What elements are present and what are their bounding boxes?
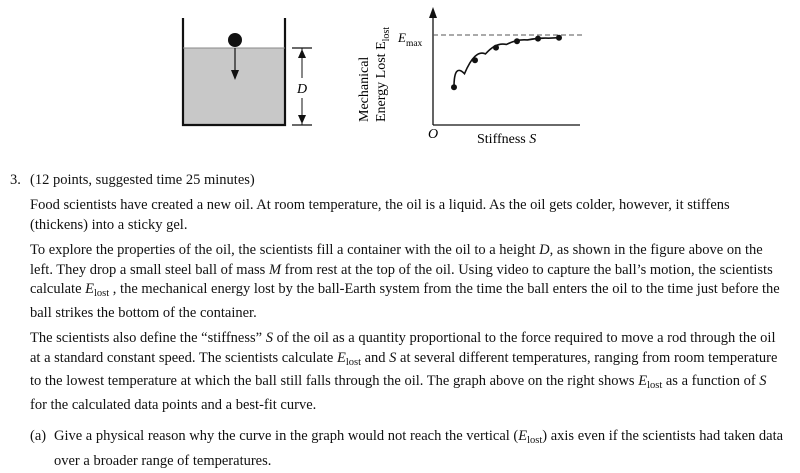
data-points bbox=[451, 35, 562, 90]
part-a-text: Give a physical reason why the curve in the graph would not reach the vertical $(E_{lost})$ axis even if the scientists had taken data over a broader range of temperatures. bbox=[54, 428, 784, 469]
best-fit-curve bbox=[454, 38, 559, 87]
height-dimension bbox=[292, 48, 312, 125]
y-axis-arrow bbox=[429, 7, 437, 18]
y-axis-label-sub: lost bbox=[381, 26, 392, 42]
data-point bbox=[472, 57, 478, 63]
steel-ball bbox=[228, 33, 242, 47]
x-axis-label: Stiffness S bbox=[477, 132, 537, 147]
data-point bbox=[493, 45, 499, 51]
y-axis-label-2 bbox=[374, 27, 392, 122]
data-point bbox=[535, 36, 541, 42]
paragraph-3: The scientists also define the “stiffness” S of the oil as a quantity proportional to the force required to move a rod through the oil at a standard constant speed. The scientists calculate $E_{lost}$ and S at several different temperatures, ranging from room temperature to the lowest temperature at which the ball still falls through the oil. The graph above on the right shows $E_{lost}$ as a function of S for the calculated data points and a best-fit curve. bbox=[30, 330, 778, 413]
data-point bbox=[556, 35, 562, 41]
origin-label: O bbox=[428, 127, 439, 142]
part-a-label: (a) bbox=[30, 428, 47, 444]
y-axis-label-line1: Mechanical bbox=[357, 56, 372, 122]
data-point bbox=[451, 84, 457, 90]
figure bbox=[0, 0, 800, 170]
paragraph-1: Food scientists have created a new oil. At room temperature, the oil is a liquid. As the oil gets colder, however, it stiffens (thickens) into a sticky gel. bbox=[30, 197, 730, 233]
oil-fill bbox=[183, 48, 285, 125]
height-label: D bbox=[296, 82, 308, 97]
y-axis-label bbox=[357, 57, 372, 122]
question-heading: (12 points, suggested time 25 minutes) bbox=[30, 172, 255, 188]
data-point bbox=[514, 38, 520, 44]
graph bbox=[357, 7, 582, 147]
paragraph-2: To explore the properties of the oil, the scientists fill a container with the oil to a height D, as shown in the figure above on the left. They drop a small steel ball of mass M from rest at the top of the oil. Using video to capture the ball’s motion, the scientists calculate $E_{lost}$ , the mechanical energy lost by the ball-Earth system from the time the ball enters the oil to the time just before the ball strikes the bottom of the container. bbox=[30, 242, 780, 321]
emax-label: $E_{max}$ bbox=[398, 30, 423, 49]
y-axis-label-line2: Energy Lost E bbox=[374, 41, 389, 122]
question-number: 3. bbox=[10, 172, 21, 188]
oil-container bbox=[183, 18, 285, 125]
